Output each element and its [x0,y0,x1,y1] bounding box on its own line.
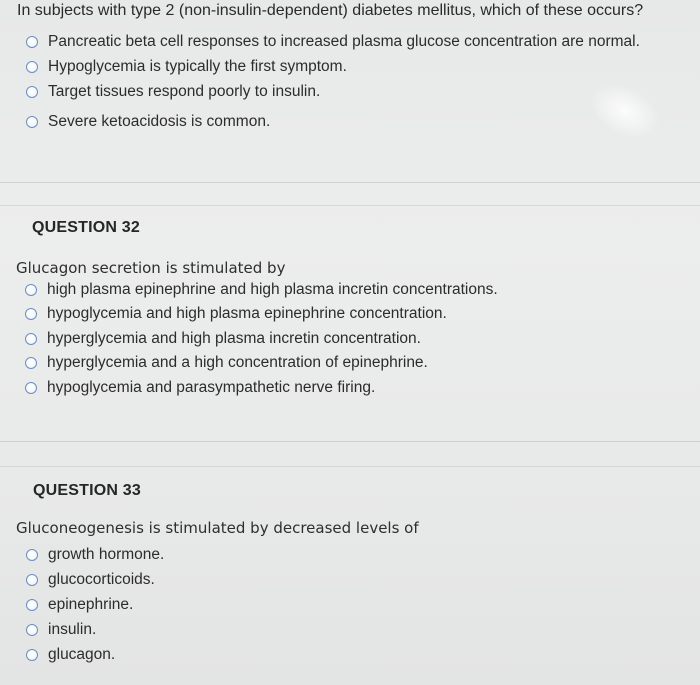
question-31-option-1[interactable] [26,33,640,51]
question-31-stem: In subjects with type 2 (non-insulin-dependent) diabetes mellitus, which of these occurs? [17,2,644,19]
divider [0,205,700,206]
radio-button-icon[interactable] [26,116,38,128]
question-33-stem: Gluconeogenesis is stimulated by decreased levels of [16,519,419,537]
option-label: insulin. [48,621,97,638]
radio-button-icon[interactable] [25,357,37,369]
radio-button-icon[interactable] [25,382,37,394]
question-32-heading: QUESTION 32 [32,219,141,236]
option-label: Pancreatic beta cell responses to increased plasma glucose concentration are normal. [48,33,640,50]
option-label: Hypoglycemia is typically the first symptom. [48,58,347,75]
divider [0,441,700,442]
option-label: Target tissues respond poorly to insulin. [48,83,321,100]
radio-button-icon[interactable] [26,549,38,561]
question-31-option-2[interactable] [26,58,347,76]
question-33-option-5[interactable] [26,646,115,664]
question-31-option-3[interactable] [26,83,320,101]
option-label: hypoglycemia and high plasma epinephrine concentration. [47,305,447,322]
question-31-block [0,0,700,178]
question-33-option-1[interactable] [26,546,164,564]
option-label: high plasma epinephrine and high plasma incretin concentrations. [47,281,498,298]
radio-button-icon[interactable] [26,599,38,611]
option-label: hyperglycemia and a high concentration of epinephrine. [47,354,428,371]
radio-button-icon[interactable] [26,624,38,636]
radio-button-icon[interactable] [25,333,37,345]
question-32-option-4[interactable] [25,354,428,372]
option-label: glucagon. [48,646,116,663]
radio-button-icon[interactable] [25,284,37,296]
option-label: glucocorticoids. [48,571,155,588]
divider [0,466,700,467]
question-32-option-1[interactable] [25,281,498,299]
option-label: epinephrine. [48,596,134,613]
radio-button-icon[interactable] [25,308,37,320]
option-label: Severe ketoacidosis is common. [48,113,271,130]
radio-button-icon[interactable] [26,574,38,586]
option-label: growth hormone. [48,546,165,563]
radio-button-icon[interactable] [26,36,38,48]
question-32-option-3[interactable] [25,330,421,348]
question-33-option-3[interactable] [26,596,133,614]
question-33-heading: QUESTION 33 [33,482,142,499]
question-31-option-4[interactable] [26,113,270,131]
question-33-option-2[interactable] [26,571,155,589]
radio-button-icon[interactable] [26,649,38,661]
option-label: hyperglycemia and high plasma incretin concentration. [47,330,421,347]
question-32-option-5[interactable] [25,379,375,397]
question-32-stem: Glucagon secretion is stimulated by [16,259,286,277]
option-label: hypoglycemia and parasympathetic nerve firing. [47,379,376,396]
radio-button-icon[interactable] [26,86,38,98]
question-33-option-4[interactable] [26,621,96,639]
divider [0,182,700,183]
question-32-option-2[interactable] [25,305,447,323]
radio-button-icon[interactable] [26,61,38,73]
